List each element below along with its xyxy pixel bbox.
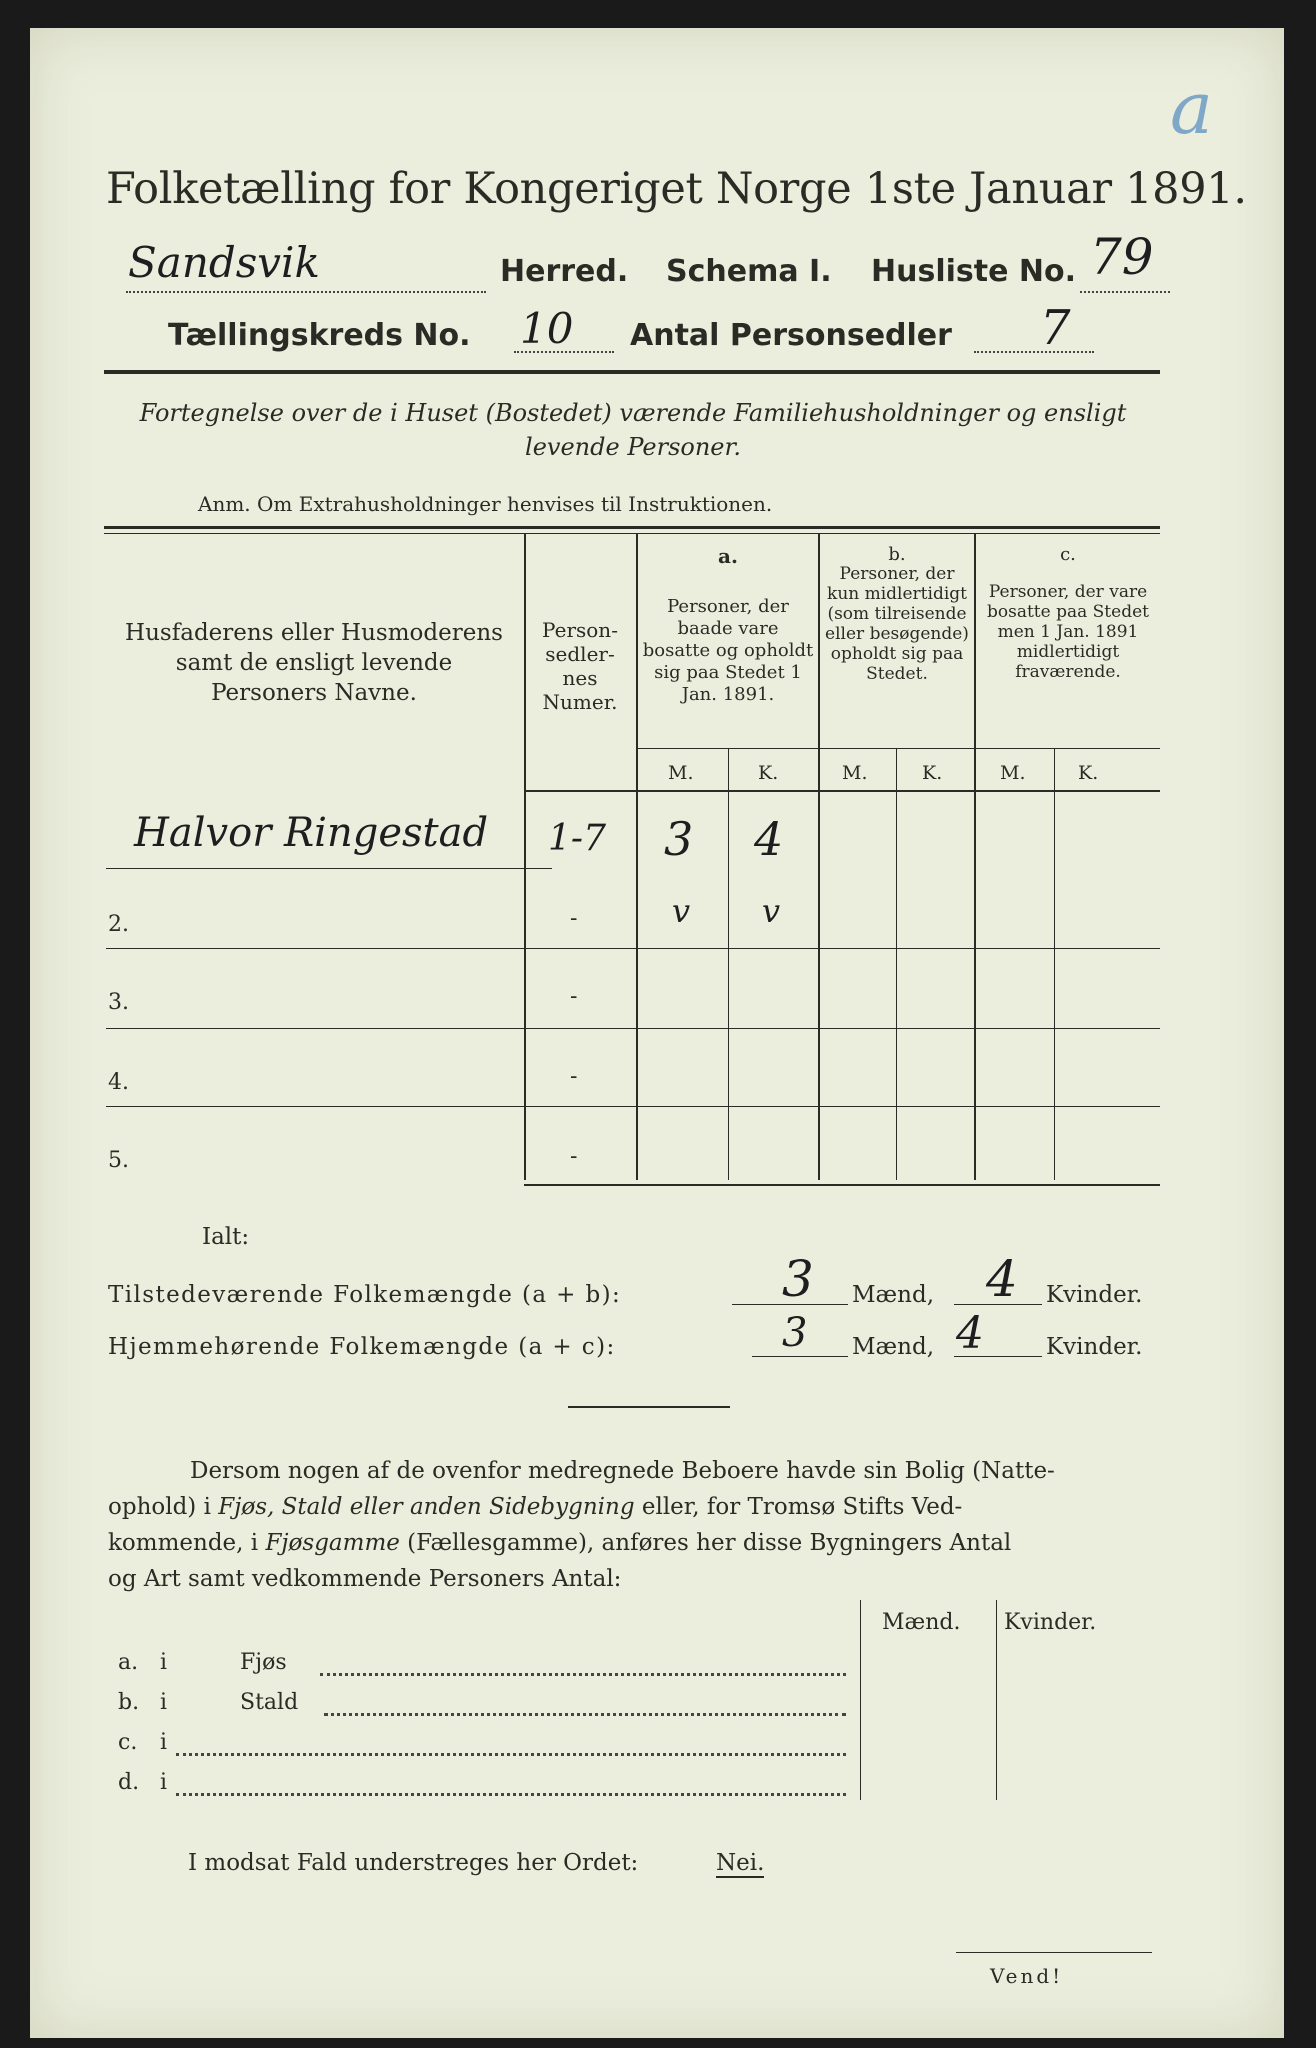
row-3-num: 3. bbox=[108, 990, 129, 1015]
hjemme-label: Hjemmehørende Folkemængde (a + c): bbox=[108, 1334, 616, 1360]
section-divider bbox=[568, 1406, 730, 1408]
modsat-label: I modsat Fald understreges her Ordet: bbox=[188, 1850, 639, 1876]
b-mk-divider bbox=[896, 748, 897, 1180]
row-1-sedler: 1-7 bbox=[548, 818, 606, 859]
row-2-a-m: v bbox=[672, 892, 691, 930]
header-bottom-rule bbox=[524, 790, 1160, 792]
hjemme-k-value: 4 bbox=[956, 1308, 984, 1359]
para-line-2 bbox=[108, 1494, 962, 1520]
para-line-3 bbox=[108, 1530, 1011, 1556]
tilstede-m-value: 3 bbox=[782, 1250, 814, 1308]
para-line-1: Dersom nogen af de ovenfor medregnede Beboere havde sin Bolig (Natte- bbox=[190, 1458, 1055, 1484]
row-4-num: 4. bbox=[108, 1070, 129, 1095]
tilstede-maend: Mænd, bbox=[852, 1282, 935, 1308]
herred-dotted-line bbox=[126, 290, 486, 293]
nei-word: Nei. bbox=[716, 1850, 765, 1876]
kreds-value: 10 bbox=[520, 304, 574, 353]
item-c-i: i bbox=[160, 1730, 168, 1755]
a-k-label: K. bbox=[758, 762, 779, 784]
row-3-rule bbox=[106, 1028, 1160, 1029]
item-c-letter: c. bbox=[118, 1730, 138, 1755]
ialt-label: Ialt: bbox=[202, 1224, 250, 1250]
hjemme-m-line bbox=[752, 1356, 848, 1357]
row-3-sedler: - bbox=[570, 984, 578, 1009]
row-5-num: 5. bbox=[108, 1148, 129, 1173]
table-top-rule-2 bbox=[104, 533, 1160, 534]
bottom-maend-header: Mænd. bbox=[882, 1610, 961, 1635]
personsedler-dotted-line bbox=[974, 350, 1094, 353]
a-mk-divider bbox=[728, 748, 729, 1180]
row-4-rule bbox=[106, 1106, 1160, 1107]
mk-top-rule bbox=[638, 748, 1160, 749]
col-divider-2 bbox=[636, 534, 638, 1180]
row-2-a-k: v bbox=[762, 892, 781, 930]
tilstede-kvinder: Kvinder. bbox=[1046, 1282, 1143, 1308]
item-c-dots bbox=[176, 1752, 846, 1756]
vend-rule bbox=[956, 1952, 1152, 1953]
col-b-header: Personer, der kun midlertidigt (som tilreisende eller besøgende) opholdt sig paa Stedet. bbox=[825, 564, 969, 684]
b-m-label: M. bbox=[842, 762, 868, 784]
para-3-c: (Fællesgamme), anføres her disse Bygningers Antal bbox=[399, 1530, 1012, 1556]
row-4-sedler: - bbox=[570, 1064, 578, 1089]
item-a-letter: a. bbox=[118, 1650, 139, 1675]
item-b-letter: b. bbox=[118, 1690, 140, 1715]
col-name-header: Husfaderens eller Husmoderens samt de ensligt levende Personers Navne. bbox=[125, 620, 503, 706]
bottom-col-divider-2 bbox=[996, 1600, 997, 1800]
para-2-b: Fjøs, Stald eller anden Sidebygning bbox=[218, 1494, 635, 1520]
personsedler-label: Antal Personsedler bbox=[630, 318, 952, 353]
c-k-label: K. bbox=[1078, 762, 1099, 784]
table-bottom-rule bbox=[524, 1184, 1160, 1186]
kreds-dotted-line bbox=[514, 350, 614, 353]
herred-value: Sandsvik bbox=[128, 238, 320, 287]
item-a-label: Fjøs bbox=[240, 1650, 287, 1675]
row-2-rule bbox=[106, 948, 1160, 949]
bottom-kvinder-header: Kvinder. bbox=[1004, 1610, 1097, 1635]
row-1-name: Halvor Ringestad bbox=[134, 810, 489, 856]
form-title: Folketælling for Kongeriget Norge 1ste Januar 1891. bbox=[106, 164, 1247, 214]
row-2-sedler: - bbox=[570, 906, 578, 931]
col-num-header: Person-sedler-nes Numer. bbox=[542, 618, 618, 714]
census-form-page bbox=[30, 28, 1284, 2038]
row-1-name-underline bbox=[106, 868, 552, 869]
a-m-label: M. bbox=[668, 762, 694, 784]
col-a-header: Personer, der baade vare bosatte og opholdt sig paa Stedet 1 Jan. 1891. bbox=[642, 596, 814, 705]
vend-label: Vend! bbox=[990, 1964, 1064, 1988]
intro-text: Fortegnelse over de i Huset (Bostedet) værende Familiehusholdninger og ensligt levende Personer. bbox=[139, 399, 1127, 461]
hjemme-m-value: 3 bbox=[782, 1310, 808, 1356]
c-m-label: M. bbox=[1000, 762, 1026, 784]
item-d-letter: d. bbox=[118, 1770, 140, 1795]
para-3-b: Fjøsgamme bbox=[265, 1530, 400, 1556]
item-a-i: i bbox=[160, 1650, 168, 1675]
husliste-dotted-line bbox=[1080, 290, 1170, 293]
col-divider-3 bbox=[818, 534, 820, 1180]
row-1-a-k: 4 bbox=[754, 812, 784, 866]
item-b-i: i bbox=[160, 1690, 168, 1715]
col-c-header: Personer, der vare bosatte paa Stedet men 1 Jan. 1891 midlertidigt fraværende. bbox=[987, 582, 1149, 682]
item-d-i: i bbox=[160, 1770, 168, 1795]
table-top-rule bbox=[104, 526, 1160, 529]
schema-label: Schema I. bbox=[666, 254, 832, 289]
bottom-col-divider-1 bbox=[860, 1600, 861, 1800]
item-b-dots bbox=[324, 1712, 846, 1716]
col-b-letter: b. bbox=[888, 544, 906, 565]
tilstede-label: Tilstedeværende Folkemængde (a + b): bbox=[108, 1282, 622, 1308]
item-a-dots bbox=[320, 1672, 846, 1676]
corner-mark: a bbox=[1170, 66, 1213, 150]
para-2-c: eller, for Tromsø Stifts Ved- bbox=[634, 1494, 963, 1520]
kreds-label: Tællingskreds No. bbox=[168, 318, 471, 353]
b-k-label: K. bbox=[922, 762, 943, 784]
anm-note: Anm. Om Extrahusholdninger henvises til Instruktionen. bbox=[198, 492, 773, 516]
c-mk-divider bbox=[1054, 748, 1055, 1180]
para-line-4: og Art samt vedkommende Personers Antal: bbox=[108, 1566, 622, 1592]
personsedler-value: 7 bbox=[1040, 300, 1071, 356]
col-c-letter: c. bbox=[1060, 544, 1076, 565]
col-a-letter: a. bbox=[718, 544, 738, 568]
col-divider-4 bbox=[974, 534, 976, 1180]
hjemme-kvinder: Kvinder. bbox=[1046, 1334, 1143, 1360]
para-2-a: ophold) i bbox=[108, 1494, 219, 1520]
para-3-a: kommende, i bbox=[108, 1530, 266, 1556]
header-rule bbox=[104, 370, 1160, 374]
husliste-value: 79 bbox=[1090, 228, 1154, 286]
row-1-a-m: 3 bbox=[664, 812, 694, 866]
hjemme-maend: Mænd, bbox=[852, 1334, 935, 1360]
col-divider-1 bbox=[524, 534, 526, 1180]
row-2-num: 2. bbox=[108, 912, 129, 937]
item-d-dots bbox=[176, 1792, 846, 1796]
husliste-label: Husliste No. bbox=[871, 254, 1076, 289]
row-5-sedler: - bbox=[570, 1144, 578, 1169]
tilstede-k-value: 4 bbox=[986, 1250, 1018, 1308]
herred-label: Herred. bbox=[500, 254, 629, 289]
item-b-label: Stald bbox=[240, 1690, 299, 1715]
